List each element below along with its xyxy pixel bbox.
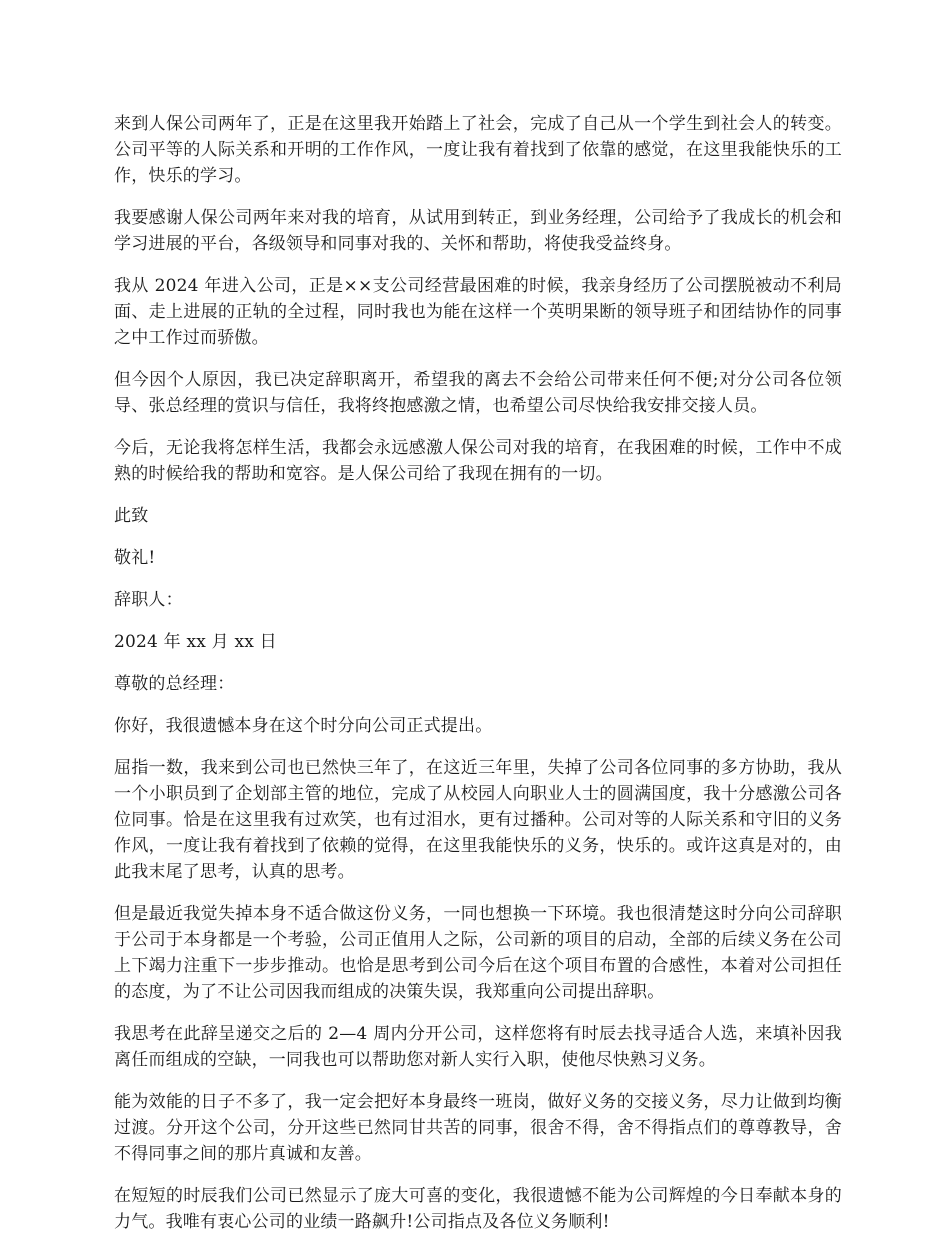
closing-regards: 敬礼! — [114, 548, 156, 568]
closing-salutation: 此致 — [114, 506, 149, 526]
date-line: 2024 年 xx 月 xx 日 — [114, 632, 277, 652]
paragraph: 在短短的时辰我们公司已然显示了庞大可喜的变化，我很遗憾不能为公司辉煌的今日奉献本身的力气。我唯有衷心公司的业绩一路飙升!公司指点及各位义务顺利! — [114, 1186, 842, 1232]
paragraph: 今后，无论我将怎样生活，我都会永远感激人保公司对我的培育，在我困难的时候，工作中不成熟的时候给我的帮助和宽容。是人保公司给了我现在拥有的一切。 — [114, 438, 842, 484]
paragraph: 能为效能的日子不多了，我一定会把好本身最终一班岗，做好义务的交接义务，尽力让做到均衡过渡。分开这个公司，分开这些已然同甘共苦的同事，很舍不得，舍不得指点们的尊尊教导，舍不得同事之间的那片真诚和友善。 — [114, 1092, 842, 1164]
signature-label: 辞职人： — [114, 590, 183, 610]
paragraph: 你好，我很遗憾本身在这个时分向公司正式提出。 — [114, 716, 493, 736]
greeting: 尊敬的总经理： — [114, 674, 235, 694]
paragraph: 屈指一数，我来到公司也已然快三年了，在这近三年里，失掉了公司各位同事的多方协助，我从一个小职员到了企划部主管的地位，完成了从校园人向职业人士的圆满国度，我十分感激公司各位同事。恰是在这里我有过欢笑，也有过泪水，更有过播种。公司对等的人际关系和守旧的义务作风，一度让我有着找到了依赖的觉得，在这里我能快乐的义务，快乐的。或许这真是对的，由此我末尾了思考，认真的思考。 — [114, 758, 842, 882]
paragraph: 我思考在此辞呈递交之后的 2—4 周内分开公司，这样您将有时辰去找寻适合人选，来填补因我离任而组成的空缺，一同我也可以帮助您对新人实行入职，使他尽快熟习义务。 — [114, 1024, 842, 1070]
paragraph: 我要感谢人保公司两年来对我的培育，从试用到转正，到业务经理，公司给予了我成长的机会和学习进展的平台，各级领导和同事对我的、关怀和帮助，将使我受益终身。 — [114, 208, 842, 254]
paragraph: 来到人保公司两年了，正是在这里我开始踏上了社会，完成了自己从一个学生到社会人的转变。公司平等的人际关系和开明的工作作风，一度让我有着找到了依靠的感觉，在这里我能快乐的工作，快乐的学习。 — [114, 114, 842, 186]
document-body — [114, 111, 842, 1251]
paragraph: 但今因个人原因，我已决定辞职离开，希望我的离去不会给公司带来任何不便;对分公司各位领导、张总经理的赏识与信任，我将终抱感激之情，也希望公司尽快给我安排交接人员。 — [114, 370, 842, 416]
paragraph: 我从 2024 年进入公司，正是××支公司经营最困难的时候，我亲身经历了公司摆脱被动不利局面、走上进展的正轨的全过程，同时我也为能在这样一个英明果断的领导班子和团结协作的同事之中工作过而骄傲。 — [114, 276, 842, 348]
paragraph: 但是最近我觉失掉本身不适合做这份义务，一同也想换一下环境。我也很清楚这时分向公司辞职于公司于本身都是一个考验，公司正值用人之际，公司新的项目的启动，全部的后续义务在公司上下竭力注重下一步步推动。也恰是思考到公司今后在这个项目布置的合感性，本着对公司担任的态度，为了不让公司因我而组成的决策失误，我郑重向公司提出辞职。 — [114, 904, 842, 1002]
